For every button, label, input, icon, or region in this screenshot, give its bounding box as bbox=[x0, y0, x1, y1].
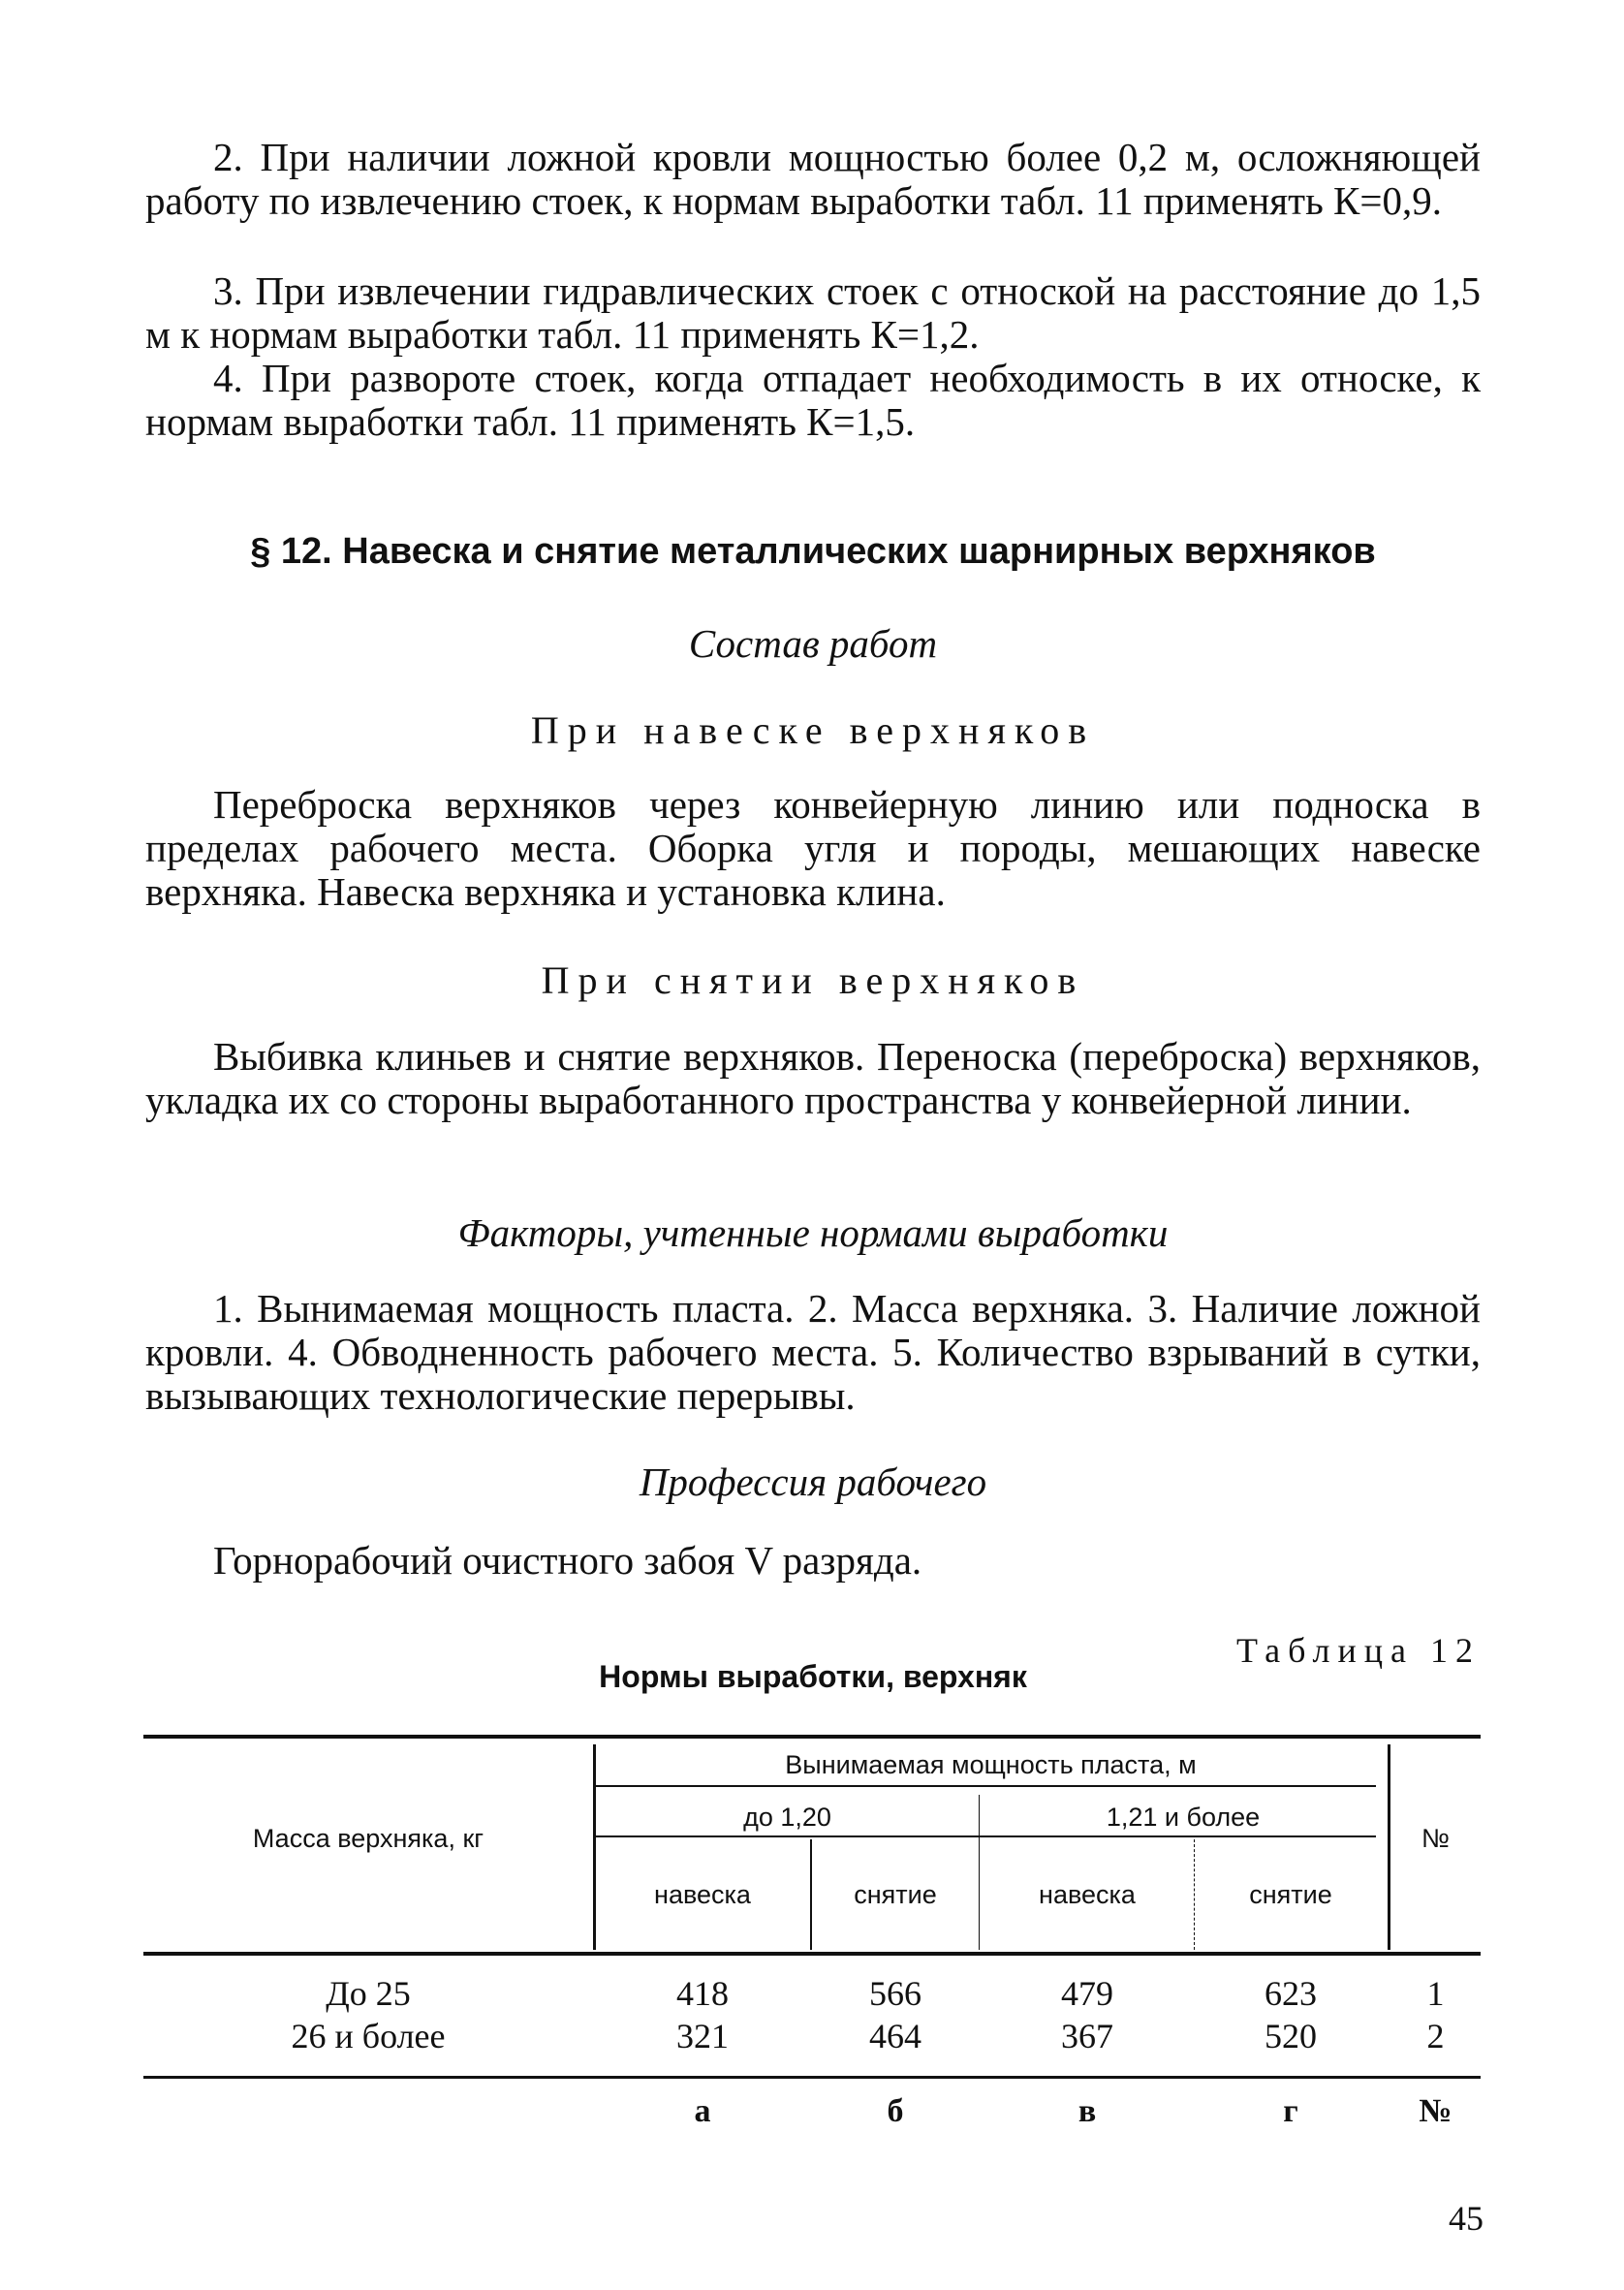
table-bottom-rule bbox=[143, 2076, 1481, 2079]
profession-text: Горнорабочий очистного забоя V разряда. bbox=[213, 1538, 922, 1583]
factors-heading: Факторы, учтенные нормами выработки bbox=[457, 1210, 1169, 1255]
row-number: 2 bbox=[1426, 2017, 1445, 2055]
row-mass: До 25 bbox=[326, 1974, 411, 2013]
header-group-2: 1,21 и более bbox=[1106, 1803, 1261, 1832]
page-number: 45 bbox=[1449, 2199, 1483, 2238]
factors-text: 1. Вынимаемая мощность пласта. 2. Масса верхняка. 3. Наличие ложной кровли. 4. Обводненность рабочего места. 5. Количество взрываний в сутки, вызывающих технологические перерывы. bbox=[145, 1286, 1481, 1418]
note-3: 3. При извлечении гидравлических стоек с отноской на расстояние до 1,5 м к нормам выработки табл. 11 применять К=1,2. bbox=[145, 268, 1481, 357]
removal-text: Выбивка клиньев и снятие верхняков. Переноска (переброска) верхняков, укладка их со стороны выработанного пространства у конвейерной линии. bbox=[145, 1034, 1481, 1122]
row-value-d: 623 bbox=[1265, 1974, 1317, 2013]
row-value-c: 367 bbox=[1061, 2017, 1113, 2055]
header-remove-1: снятие bbox=[854, 1880, 937, 1909]
work-composition-heading: Состав работ bbox=[688, 621, 938, 666]
section-title: § 12. Навеска и снятие металлических шарнирных верхняков bbox=[250, 531, 1376, 572]
column-letter-d: г bbox=[1283, 2093, 1298, 2129]
header-thickness: Вынимаемая мощность пласта, м bbox=[785, 1750, 1197, 1779]
group-underline bbox=[596, 1835, 1376, 1837]
column-letter-number: № bbox=[1419, 2093, 1452, 2129]
profession-heading: Профессия рабочего bbox=[639, 1459, 987, 1504]
hanging-text: Переброска верхняков через конвейерную линию или подноска в пределах рабочего места. Оборка угля и породы, мешающих навеске верхняка. Навеска верхняка и установка клина. bbox=[145, 782, 1481, 914]
group-divider bbox=[979, 1795, 980, 1950]
hanging-heading: При навеске верхняков bbox=[530, 708, 1096, 752]
header-group-1: до 1,20 bbox=[743, 1803, 831, 1832]
row-mass: 26 и более bbox=[291, 2017, 446, 2055]
column-letter-b: б bbox=[887, 2093, 904, 2129]
row-number: 1 bbox=[1426, 1974, 1445, 2013]
header-remove-2: снятие bbox=[1249, 1880, 1332, 1909]
header-hang-1: навеска bbox=[654, 1880, 751, 1909]
header-hang-2: навеска bbox=[1039, 1880, 1136, 1909]
thickness-underline bbox=[596, 1785, 1376, 1787]
row-value-b: 566 bbox=[869, 1974, 921, 2013]
row-value-c: 479 bbox=[1061, 1974, 1113, 2013]
header-mass: Масса верхняка, кг bbox=[252, 1824, 484, 1853]
row-value-a: 321 bbox=[676, 2017, 729, 2055]
header-bottom-rule bbox=[143, 1952, 1481, 1956]
column-letter-c: в bbox=[1077, 2093, 1097, 2129]
table-label: Таблица 12 bbox=[1236, 1631, 1481, 1670]
table-top-rule bbox=[143, 1735, 1481, 1739]
removal-heading: При снятии верхняков bbox=[541, 958, 1085, 1002]
table-title: Нормы выработки, верхняк bbox=[599, 1659, 1027, 1694]
row-value-b: 464 bbox=[869, 2017, 921, 2055]
header-number: № bbox=[1421, 1824, 1450, 1853]
column-letter-a: а bbox=[694, 2093, 711, 2129]
note-4: 4. При развороте стоек, когда отпадает необходимость в их относке, к нормам выработки табл. 11 применять К=1,5. bbox=[145, 356, 1481, 444]
note-2: 2. При наличии ложной кровли мощностью более 0,2 м, осложняющей работу по извлечению стоек, к нормам выработки табл. 11 применять К=0,9. bbox=[145, 135, 1481, 223]
row-value-a: 418 bbox=[676, 1974, 729, 2013]
row-value-d: 520 bbox=[1265, 2017, 1317, 2055]
